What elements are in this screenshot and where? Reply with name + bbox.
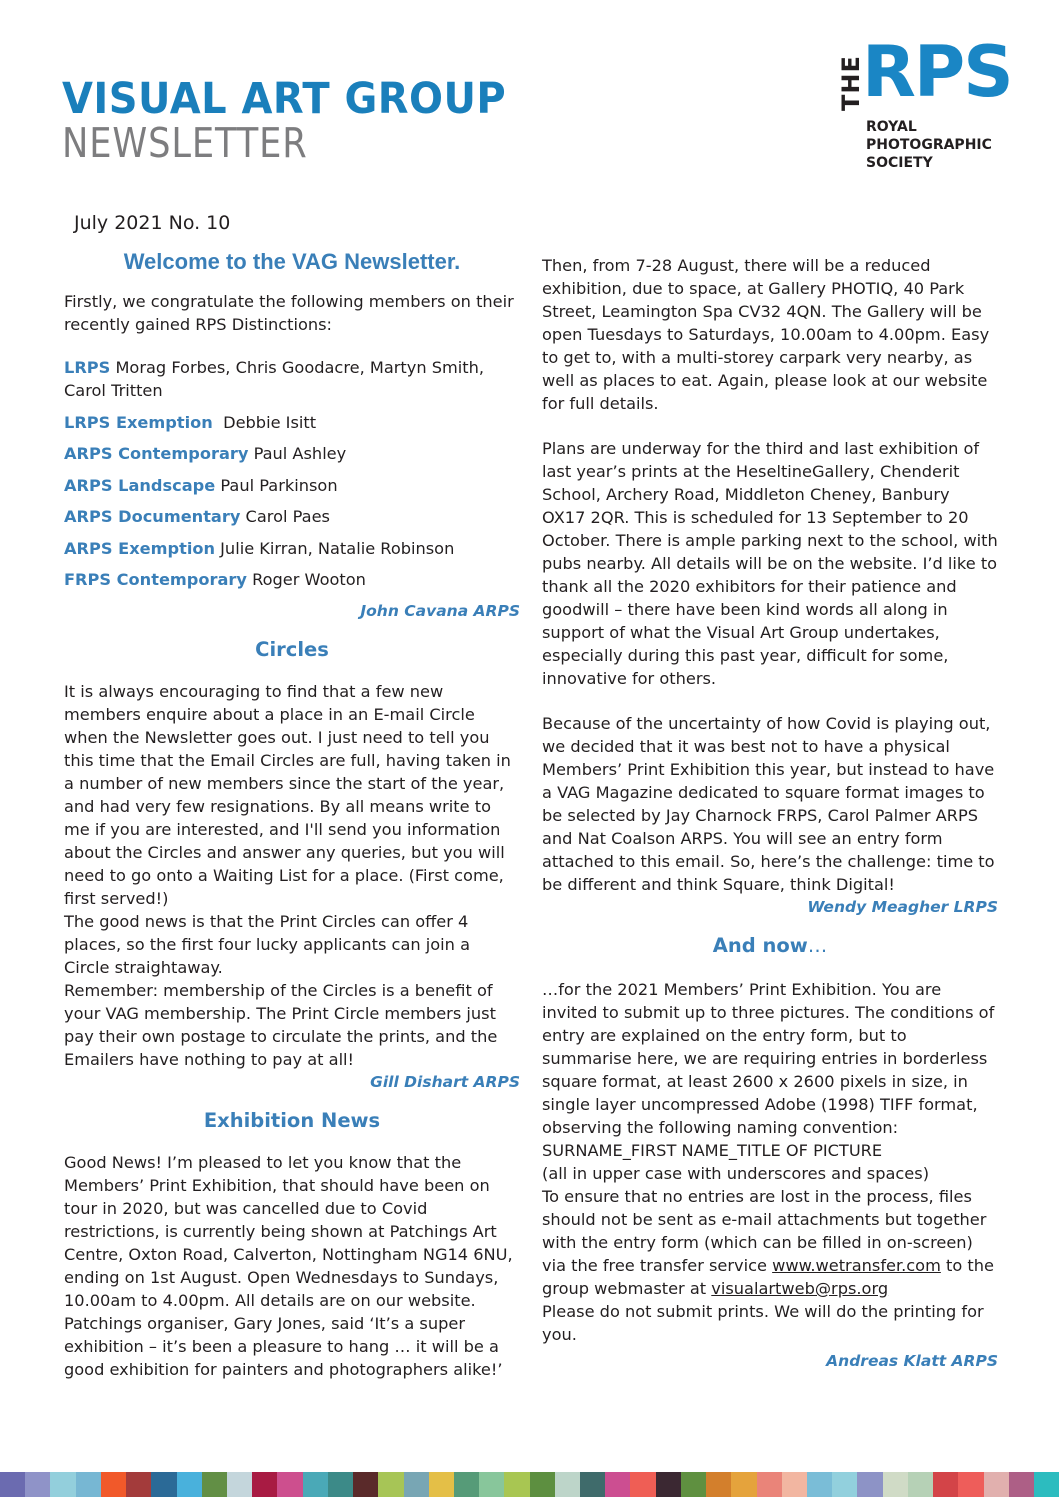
color-swatch (378, 1472, 403, 1497)
color-swatch (580, 1472, 605, 1497)
color-swatch (252, 1472, 277, 1497)
and-now-paragraph: …for the 2021 Members’ Print Exhibition. You are invited to submit up to three pictures. The conditions of entry are explained on the entry form, but to summarise here, we are requiring entries in borderless square format, at least 2600 x 2600 pixels in size, in single layer uncompressed Adobe (1998) TIFF format, observing the following naming convention: (542, 980, 995, 1137)
color-swatch (101, 1472, 126, 1497)
naming-note: (all in upper case with underscores and spaces) (542, 1164, 930, 1183)
color-swatch (731, 1472, 756, 1497)
distinction-item: ARPS Documentary Carol Paes (64, 507, 330, 526)
color-swatch (984, 1472, 1009, 1497)
color-swatch (429, 1472, 454, 1497)
naming-convention: SURNAME_FIRST NAME_TITLE OF PICTURE (542, 1141, 883, 1160)
distinction-item: ARPS Contemporary Paul Ashley (64, 444, 347, 463)
color-swatch (177, 1472, 202, 1497)
color-swatch (656, 1472, 681, 1497)
masthead-title: VISUAL ART GROUP (62, 74, 507, 124)
color-swatch (1009, 1472, 1034, 1497)
color-swatch (832, 1472, 857, 1497)
exhibition-signature: Wendy Meagher LRPS (807, 898, 998, 916)
color-swatch (908, 1472, 933, 1497)
color-swatch (479, 1472, 504, 1497)
welcome-heading: Welcome to the VAG Newsletter. (123, 249, 461, 274)
color-swatch (454, 1472, 479, 1497)
color-swatch (630, 1472, 655, 1497)
masthead-subtitle: NEWSLETTER (62, 119, 308, 167)
color-swatch (757, 1472, 782, 1497)
circles-paragraph: Remember: membership of the Circles is a benefit of your VAG membership. The Print Circle members just pay their own postage to circulate the prints, and the Emailers have nothing to pay at all! (64, 980, 498, 1069)
issue-date: July 2021 No. 10 (74, 212, 231, 234)
welcome-signature: John Cavana ARPS (360, 601, 520, 620)
rps-logo-line-royal: ROYAL (866, 119, 917, 135)
color-swatch (277, 1472, 302, 1497)
color-swatch (1034, 1472, 1059, 1497)
circles-signature: Gill Dishart ARPS (370, 1072, 520, 1091)
rps-logo-wordmark: RPS (862, 31, 1012, 113)
exhibition-paragraph: Then, from 7-28 August, there will be a reduced exhibition, due to space, at Gallery PHOTIQ, 40 Park Street, Leamington Spa CV32 4QN. The Gallery will be open Tuesdays to Saturdays, 10.00am to 4.00pm. Easy to get to, with a multi-storey carpark very nearby, as well as places to eat. Again, please look at our website for full details. (542, 256, 990, 413)
distinction-item: ARPS Exemption Julie Kirran, Natalie Robinson (64, 538, 455, 558)
color-swatch (605, 1472, 630, 1497)
color-swatch (807, 1472, 832, 1497)
color-swatch (404, 1472, 429, 1497)
circles-heading: Circles (255, 637, 329, 661)
masthead (62, 74, 540, 167)
color-swatch (933, 1472, 958, 1497)
distinction-item: FRPS Contemporary Roger Wooton (64, 570, 366, 589)
color-swatch (555, 1472, 580, 1497)
rps-logo-line-society: SOCIETY (866, 155, 933, 171)
distinction-item: LRPS Exemption Debbie Isitt (64, 412, 317, 432)
rps-logo-line-photographic: PHOTOGRAPHIC (866, 137, 992, 153)
color-swatch (126, 1472, 151, 1497)
and-now-heading: And now… (712, 934, 828, 957)
color-swatch (958, 1472, 983, 1497)
color-swatch (151, 1472, 176, 1497)
wetransfer-link[interactable]: www.wetransfer.com (772, 1256, 941, 1275)
exhibition-paragraph: Because of the uncertainty of how Covid is playing out, we decided that it was best not to have a physical Members’ Print Exhibition this year, but instead to have a VAG Magazine dedicated to square format images to be selected by Jay Charnock FRPS, Carol Palmer ARPS and Nat Coalson ARPS. You will see an entry form attached to this email. So, here’s the challenge: time to be different and think Square, think Digital! (542, 714, 995, 894)
color-swatch (681, 1472, 706, 1497)
welcome-intro: Firstly, we congratulate the following members on their recently gained RPS Distinctions: (64, 292, 514, 334)
and-now-signature: Andreas Klatt ARPS (826, 1352, 998, 1370)
and-now-paragraph: Please do not submit prints. We will do the printing for you. (542, 1302, 984, 1344)
right-column (542, 254, 998, 1372)
color-swatch (50, 1472, 75, 1497)
color-swatch (0, 1472, 25, 1497)
distinctions-list (64, 356, 520, 591)
rps-logo-the: THE (837, 55, 865, 111)
color-swatch (504, 1472, 529, 1497)
color-swatch (328, 1472, 353, 1497)
color-swatch (883, 1472, 908, 1497)
distinction-item: ARPS Landscape Paul Parkinson (64, 475, 338, 495)
circles-paragraph: The good news is that the Print Circles can offer 4 places, so the first four lucky applicants can join a Circle straightaway. (64, 911, 471, 977)
exhibition-heading: Exhibition News (203, 1108, 381, 1132)
left-column (64, 210, 520, 1381)
color-swatch (353, 1472, 378, 1497)
color-swatch (25, 1472, 50, 1497)
exhibition-paragraph: Plans are underway for the third and last exhibition of last year’s prints at the HeseltineGallery, Chenderit School, Archery Road, Middleton Cheney, Banbury OX17 2QR. This is scheduled for 13 September to 20 October. There is ample parking next to the school, with pubs nearby. All details will be on the website. I’d like to thank all the 2020 exhibitors for their patience and goodwill – there have been kind words all along in support of what the Visual Art Group undertakes, especially during this past year, difficult for some, innovative for others. (542, 439, 998, 688)
color-swatch (782, 1472, 807, 1497)
exhibition-paragraph: Good News! I’m pleased to let you know that the Members’ Print Exhibition, that should have been on tour in 2020, but was cancelled due to Covid restrictions, is currently being shown at Patchings Art Centre, Oxton Road, Calverton, Nottingham NG14 6NU, ending on 1st August. Open Wednesdays to Sundays, 10.00am to 4.00pm. All details are on our website. Patchings organiser, Gary Jones, said ‘It’s a super exhibition – it’s been a pleasure to hang … it will be a good exhibition for painters and photographers alike!’ (64, 1152, 513, 1379)
and-now-paragraph: To ensure that no entries are lost in the process, files should not be sent as e-mail attachments but together with the entry form (which can be filled in on-screen) via the free transfer service www.wetransfer.com to the group webmaster at visualartweb@rps.org (542, 1187, 994, 1298)
rps-logo-subtitle (866, 118, 992, 172)
color-swatch (530, 1472, 555, 1497)
color-swatch (227, 1472, 252, 1497)
color-swatch (202, 1472, 227, 1497)
color-swatch (303, 1472, 328, 1497)
color-strip-footer (0, 1472, 1059, 1497)
circles-paragraph: It is always encouraging to find that a few new members enquire about a place in an E-mail Circle when the Newsletter goes out. I just need to tell you this time that the Email Circles are full, having taken in a number of new members since the start of the year, and had very few resignations. By all means write to me if you are interested, and I'll send you information about the Circles and answer any queries, but you will need to go onto a Waiting List for a place. (First come, first served!) (64, 681, 511, 908)
color-swatch (706, 1472, 731, 1497)
color-swatch (76, 1472, 101, 1497)
rps-logo (832, 31, 1022, 177)
distinction-item: LRPS Morag Forbes, Chris Goodacre, Martyn Smith, Carol Tritten (64, 358, 485, 400)
webmaster-email-link[interactable]: visualartweb@rps.org (711, 1279, 889, 1298)
color-swatch (857, 1472, 882, 1497)
